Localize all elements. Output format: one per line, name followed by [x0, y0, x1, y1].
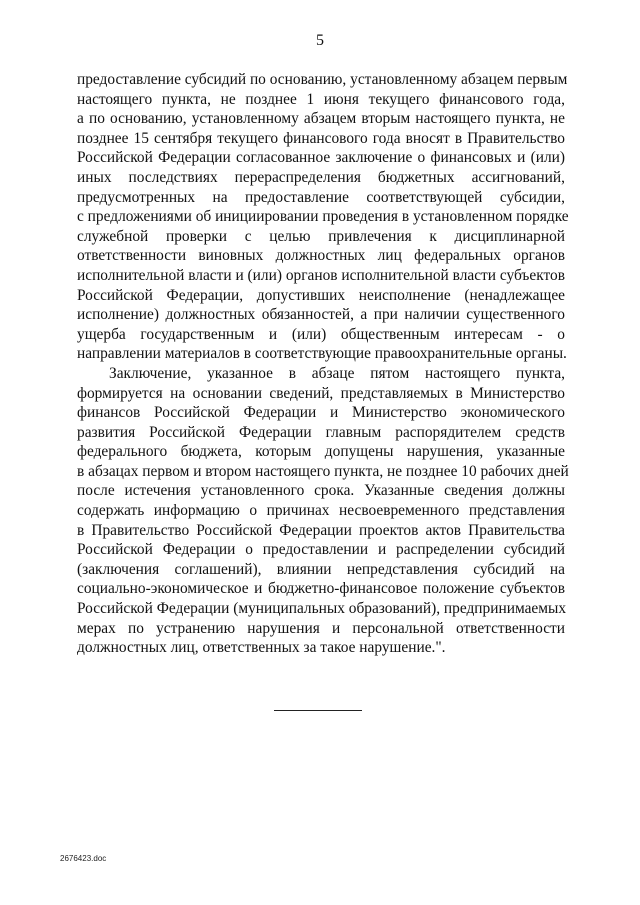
text-line: ответственности виновных должностных лиц федеральных органов: [77, 247, 565, 265]
text-line: а по основанию, установленному абзацем вторым настоящего пункта, не: [77, 110, 565, 128]
text-line: в абзацах первом и втором настоящего пункта, не позднее 10 рабочих дней: [77, 462, 569, 480]
text-line: федерального бюджета, которым допущены нарушения, указанные: [77, 443, 565, 461]
text-line: настоящего пункта, не позднее 1 июня текущего финансового года,: [77, 90, 565, 108]
text-line: содержать информацию о причинах несвоевременного представления: [77, 502, 565, 520]
paragraph-1: [77, 70, 569, 364]
text-line: (заключения соглашений), влиянии непредставления субсидий на: [77, 560, 565, 578]
text-line: Российской Федерации (муниципальных образований), предпринимаемых: [77, 600, 567, 618]
text-line: позднее 15 сентября текущего финансового года вносят в Правительство: [77, 129, 565, 147]
text-line: ущерба государственным и (или) общественным интересам - о: [77, 325, 565, 343]
text-line: Российской Федерации о предоставлении и распределении субсидий: [77, 541, 565, 559]
text-line: Российской Федерации согласованное заключение о финансовых и (или): [77, 149, 565, 167]
text-line: предусмотренных на предоставление соответствующей субсидии,: [77, 188, 565, 206]
text-line: с предложениями об инициировании проведения в установленном порядке: [77, 208, 569, 226]
text-line: социально-экономическое и бюджетно-финансовое положение субъектов: [77, 580, 565, 598]
text-line: после истечения установленного срока. Указанные сведения должны: [77, 482, 565, 500]
text-line: развития Российской Федерации главным распорядителем средств: [77, 423, 565, 441]
document-body: [77, 70, 569, 658]
footer-filename: 2676423.doc: [60, 854, 107, 863]
text-line: Российской Федерации, допустивших неисполнение (ненадлежащее: [77, 286, 565, 304]
text-line: финансов Российской Федерации и Министерство экономического: [77, 404, 565, 422]
text-line: исполнение) должностных обязанностей, а при наличии существенного: [77, 306, 565, 324]
text-line: Заключение, указанное в абзаце пятом настоящего пункта,: [109, 364, 565, 382]
paragraph-2: [77, 364, 569, 658]
text-line: должностных лиц, ответственных за такое нарушение.".: [77, 639, 446, 657]
text-line: мерах по устранению нарушения и персональной ответственности: [77, 619, 565, 637]
text-line: служебной проверки с целью привлечения к дисциплинарной: [77, 227, 565, 245]
text-line: направлении материалов в соответствующие правоохранительные органы.: [77, 345, 567, 363]
text-line: формируется на основании сведений, представляемых в Министерство: [77, 384, 565, 402]
separator-rule: [274, 710, 362, 711]
page-number: 5: [316, 32, 324, 49]
text-line: иных последствиях перераспределения бюджетных ассигнований,: [77, 168, 565, 186]
text-line: в Правительство Российской Федерации проектов актов Правительства: [77, 521, 565, 539]
text-line: исполнительной власти и (или) органов исполнительной власти субъектов: [77, 266, 565, 284]
text-line: предоставление субсидий по основанию, установленному абзацем первым: [77, 71, 568, 88]
